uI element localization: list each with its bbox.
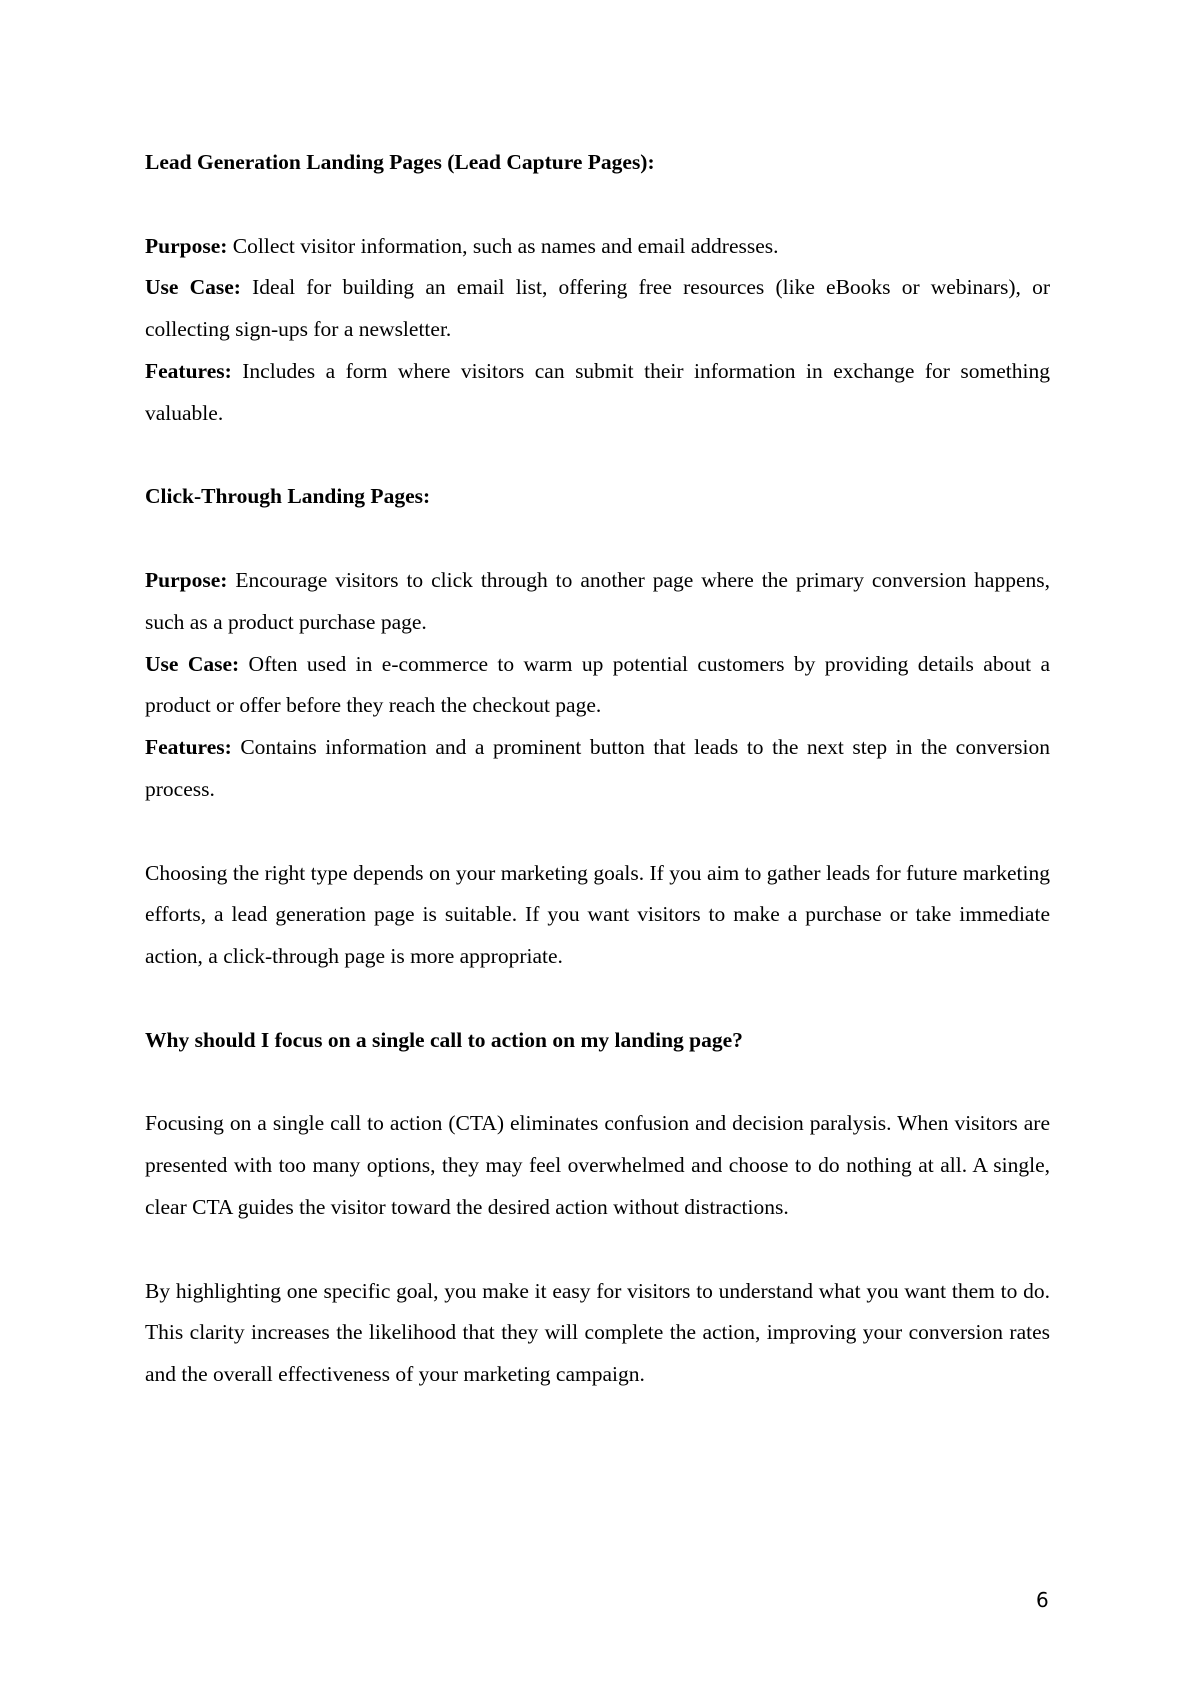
lead-generation-purpose (145, 226, 1050, 268)
page-number: 6 (1036, 1588, 1049, 1612)
lead-generation-heading: Lead Generation Landing Pages (Lead Capture Pages): (145, 150, 655, 174)
lead-generation-use-case (145, 267, 1050, 351)
purpose-text: Encourage visitors to click through to another page where the primary conversion happens, such as a product purchase page. (145, 567, 1050, 634)
single-cta-paragraph-1: Focusing on a single call to action (CTA) eliminates confusion and decision paralysis. When visitors are presented with too many options, they may feel overwhelmed and choose to do nothing at all. A single, clear CTA guides the visitor toward the desired action without distractions. (145, 1111, 1050, 1219)
click-through-purpose (145, 560, 1050, 644)
use-case-label: Use Case: (145, 651, 240, 676)
summary-paragraph: Choosing the right type depends on your marketing goals. If you aim to gather leads for future marketing efforts, a lead generation page is suitable. If you want visitors to make a purchase or take immediate action, a click-through page is more appropriate. (145, 860, 1050, 969)
purpose-label: Purpose: (145, 233, 228, 258)
click-through-features (145, 727, 1050, 811)
use-case-text: Ideal for building an email list, offering free resources (like eBooks or webinars), or collecting sign-ups for a newsletter. (145, 275, 1050, 342)
spacer (145, 811, 1050, 853)
single-cta-paragraph-2: By highlighting one specific goal, you make it easy for visitors to understand what you want them to do. This clarity increases the likelihood that they will complete the action, improving your conversion rates and the overall effectiveness of your marketing campaign. (145, 1278, 1050, 1387)
purpose-label: Purpose: (145, 567, 228, 592)
lead-generation-features (145, 351, 1050, 435)
features-text: Includes a form where visitors can submit their information in exchange for something valuable. (145, 358, 1050, 425)
features-label: Features: (145, 735, 232, 760)
spacer (145, 978, 1050, 1020)
single-cta-heading: Why should I focus on a single call to action on my landing page? (145, 1027, 743, 1052)
click-through-use-case (145, 644, 1050, 728)
purpose-text: Collect visitor information, such as names and email addresses. (227, 233, 779, 258)
spacer (145, 518, 1050, 560)
click-through-heading: Click-Through Landing Pages: (145, 484, 431, 509)
spacer (145, 184, 1050, 226)
spacer (145, 435, 1050, 477)
features-label: Features: (145, 358, 232, 383)
features-text: Contains information and a prominent button that leads to the next step in the conversion process. (145, 735, 1050, 801)
spacer (145, 1229, 1050, 1271)
use-case-text: Often used in e-commerce to warm up potential customers by providing details about a product or offer before they reach the checkout page. (145, 651, 1050, 718)
document-body (145, 142, 1050, 1396)
use-case-label: Use Case: (145, 275, 241, 300)
spacer (145, 1062, 1050, 1104)
